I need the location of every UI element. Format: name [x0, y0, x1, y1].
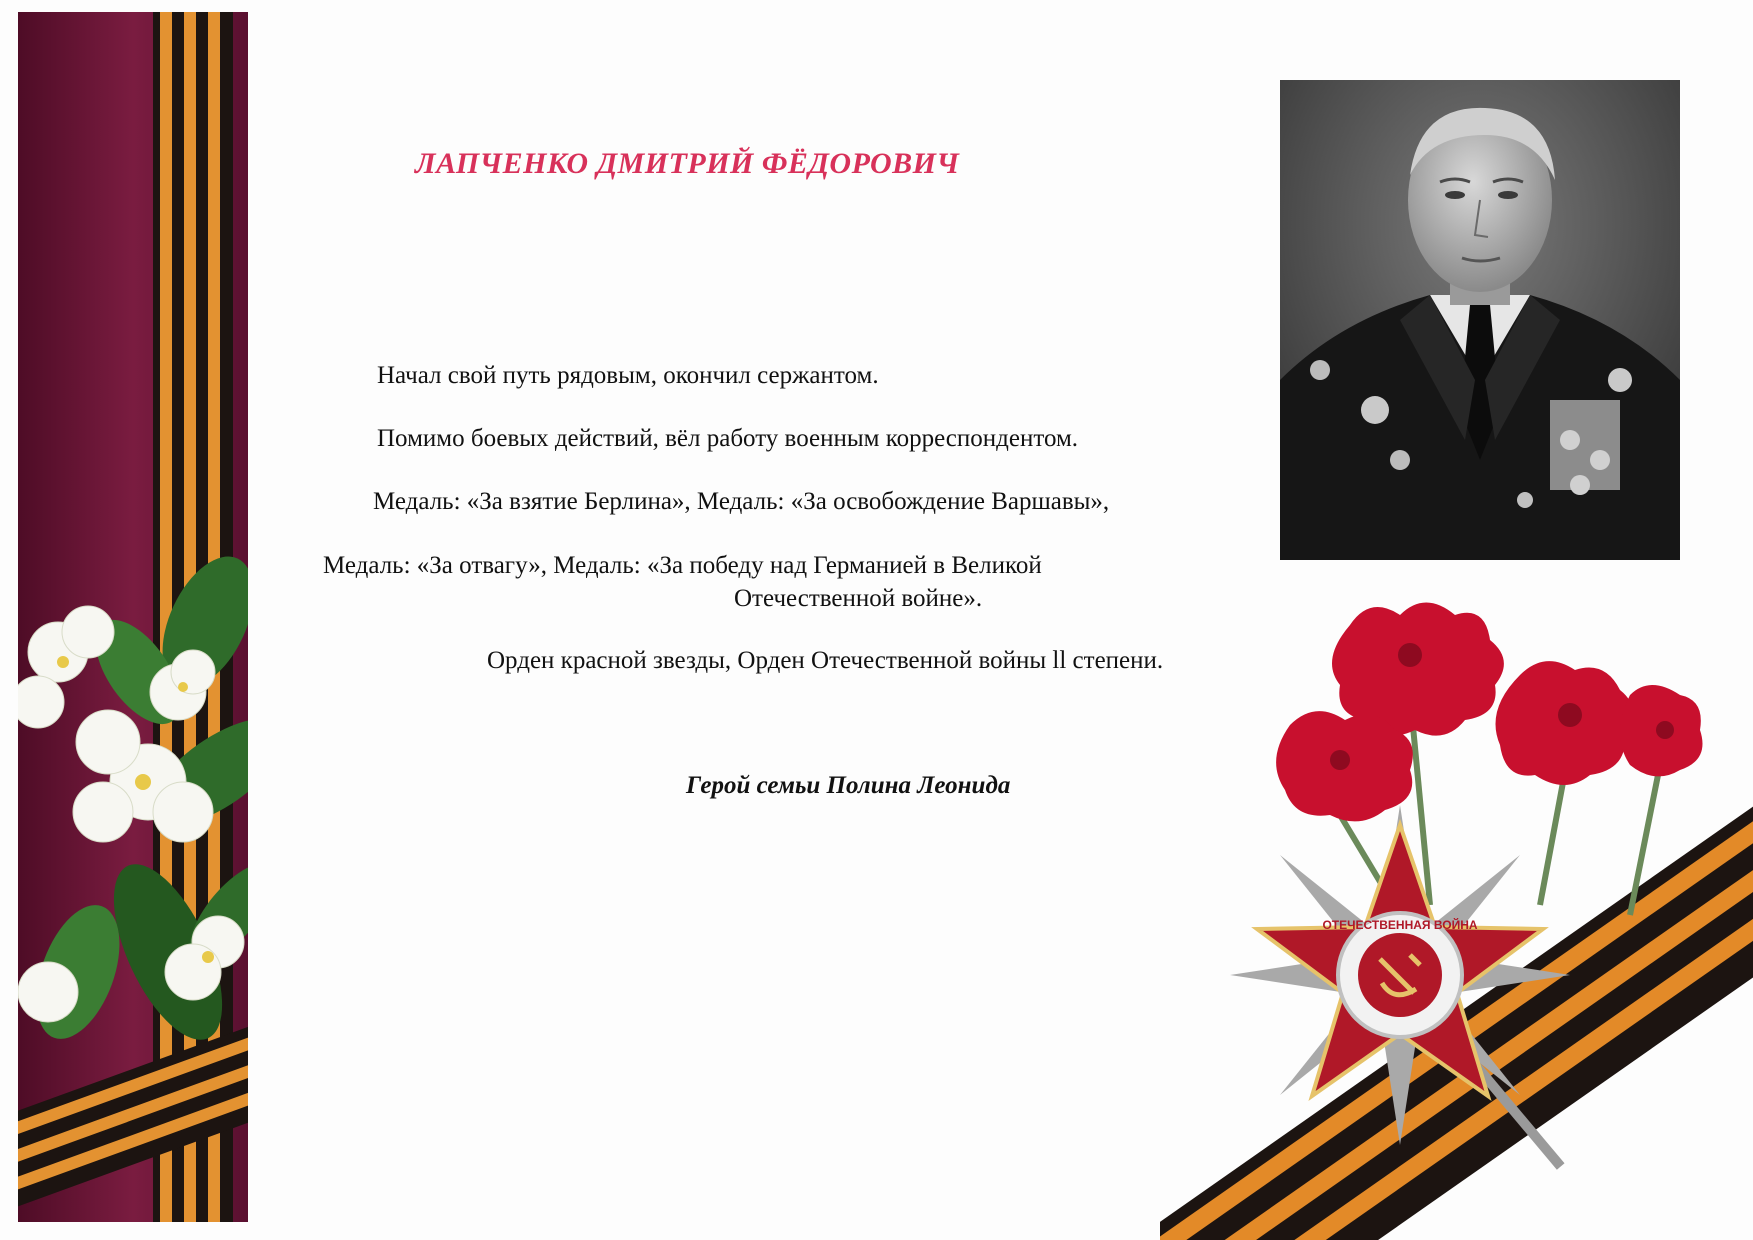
bio-line-medals-1: Медаль: «За взятие Берлина», Медаль: «За освобождение Варшавы», — [373, 488, 1110, 515]
bio-line-correspondent: Помимо боевых действий, вёл работу военным корреспондентом. — [377, 425, 1079, 452]
veteran-portrait-photo — [1280, 80, 1680, 560]
bio-line-medals-3: Отечественной войне». — [734, 585, 983, 612]
page-title: ЛАПЧЕНКО ДМИТРИЙ ФЁДОРОВИЧ — [415, 147, 960, 180]
order-badge-text: ОТЕЧЕСТВЕННАЯ ВОЙНА — [1322, 918, 1478, 932]
left-decorative-border — [18, 12, 248, 1222]
bio-line-rank: Начал свой путь рядовым, окончил сержантом. — [377, 362, 879, 389]
carnations-and-order-decoration — [1160, 585, 1753, 1240]
signature: Герой семьи Полина Леонида — [686, 772, 1011, 799]
bio-line-medals-2: Медаль: «За отвагу», Медаль: «За победу над Германией в Великой — [323, 552, 1042, 579]
bio-line-orders: Орден красной звезды, Орден Отечественной войны ll степени. — [487, 647, 1164, 674]
